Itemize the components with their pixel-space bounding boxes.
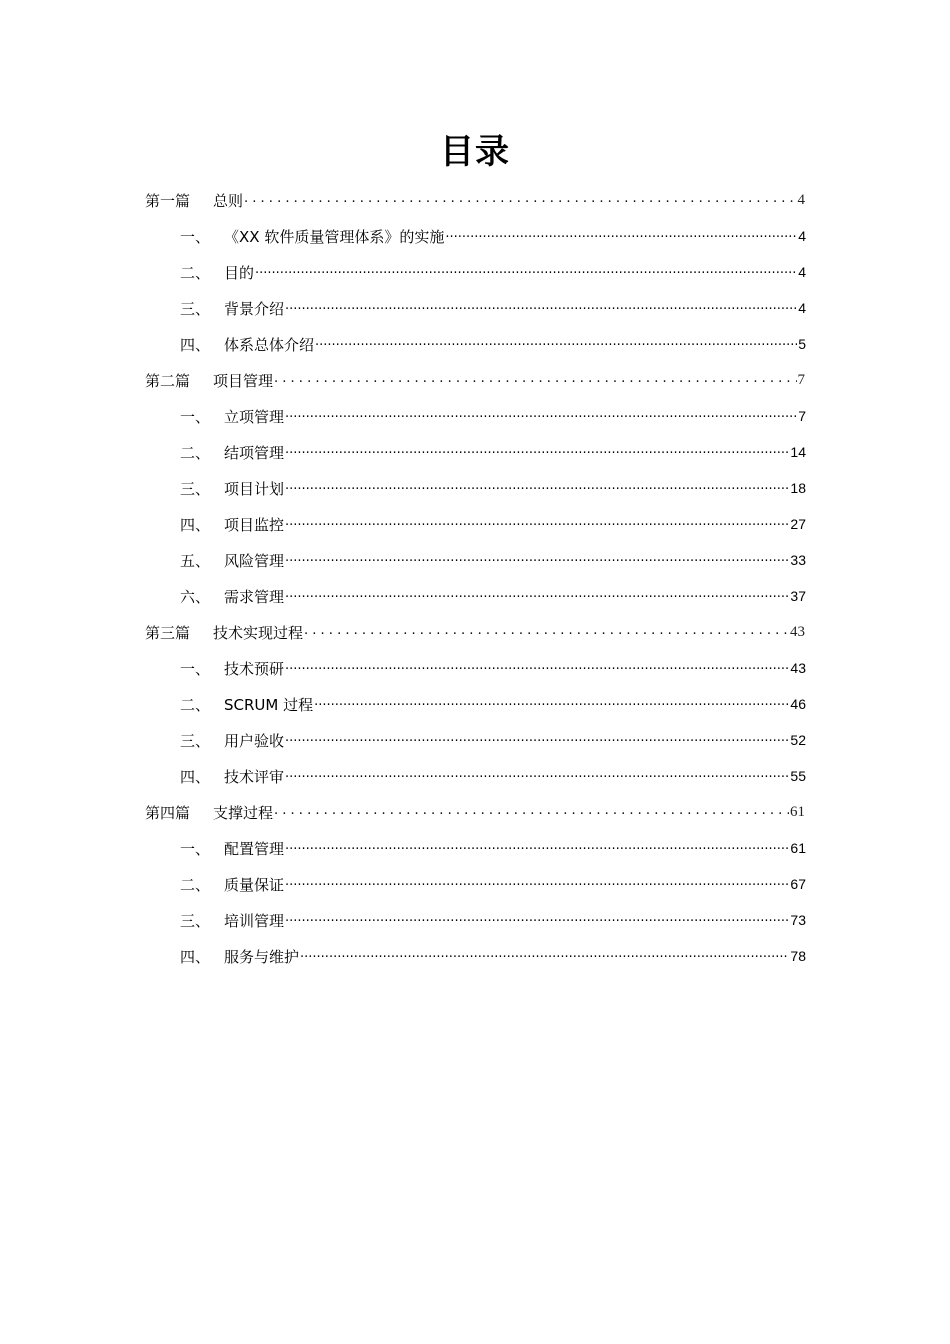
toc-entry-label: 项目管理 xyxy=(213,371,274,390)
toc-dot-leader xyxy=(300,938,789,974)
toc-dot-leader xyxy=(285,506,789,542)
toc-page-number: 43 xyxy=(790,623,805,640)
toc-entry-number: 二、 xyxy=(180,263,211,282)
toc-page-number: 55 xyxy=(790,768,806,784)
toc-entry-label: 技术实现过程 xyxy=(213,623,304,642)
toc-entry-number: 三、 xyxy=(180,479,211,498)
toc-dot-leader xyxy=(315,326,797,362)
toc-entry-number: 四、 xyxy=(180,335,211,354)
toc-page-number: 33 xyxy=(790,552,806,568)
toc-page-number: 27 xyxy=(790,516,806,532)
toc-entry-number: 四、 xyxy=(180,947,211,966)
toc-page-number: 4 xyxy=(798,228,806,244)
toc-page-number: 7 xyxy=(798,408,806,424)
toc-section-entry[interactable] xyxy=(180,902,806,938)
toc-entry-label: 用户验收 xyxy=(224,731,285,750)
toc-section-entry[interactable] xyxy=(180,218,806,254)
toc-entry-label: 体系总体介绍 xyxy=(224,335,315,354)
toc-page-number: 7 xyxy=(797,371,805,388)
toc-entry-number: 三、 xyxy=(180,299,211,318)
toc-page-number: 73 xyxy=(790,912,806,928)
toc-page-number: 37 xyxy=(790,588,806,604)
toc-entry-label: 服务与维护 xyxy=(224,947,300,966)
toc-entry-number: 三、 xyxy=(180,911,211,930)
toc-entry-label: 培训管理 xyxy=(224,911,285,930)
toc-section-entry[interactable] xyxy=(180,758,806,794)
toc-section-entry[interactable] xyxy=(180,830,806,866)
toc-entry-label: 需求管理 xyxy=(224,587,285,606)
toc-dot-leader xyxy=(285,434,789,470)
toc-dot-leader xyxy=(285,830,789,866)
toc-entry-number: 五、 xyxy=(180,551,211,570)
toc-page-number: 52 xyxy=(790,732,806,748)
toc-entry-label: 结项管理 xyxy=(224,443,285,462)
toc-section-entry[interactable] xyxy=(180,722,806,758)
toc-entry-label: 背景介绍 xyxy=(224,299,285,318)
toc-section-entry[interactable] xyxy=(180,470,806,506)
toc-part-entry[interactable] xyxy=(145,614,805,650)
toc-page-number: 43 xyxy=(790,660,806,676)
toc-part-entry[interactable] xyxy=(145,362,805,398)
toc-entry-number: 二、 xyxy=(180,695,211,714)
toc-entry-number: 一、 xyxy=(180,839,211,858)
toc-dot-leader xyxy=(285,290,797,326)
toc-entry-label: 质量保证 xyxy=(224,875,285,894)
toc-entry-number: 一、 xyxy=(180,659,211,678)
toc-page-number: 67 xyxy=(790,876,806,892)
toc-entry-number: 一、 xyxy=(180,227,211,246)
toc-entry-label: 总则 xyxy=(213,191,244,210)
toc-dot-leader xyxy=(314,686,789,722)
toc-section-entry[interactable] xyxy=(180,434,806,470)
toc-section-entry[interactable] xyxy=(180,326,806,362)
toc-page-number: 14 xyxy=(790,444,806,460)
toc-entry-number: 六、 xyxy=(180,587,211,606)
toc-entry-label: 技术预研 xyxy=(224,659,285,678)
toc-dot-leader xyxy=(285,866,789,902)
toc-dot-leader xyxy=(445,218,797,254)
toc-page-number: 61 xyxy=(790,803,805,820)
toc-dot-leader xyxy=(285,542,789,578)
toc-entry-label: 风险管理 xyxy=(224,551,285,570)
toc-page-number: 78 xyxy=(790,948,806,964)
toc-page-number: 4 xyxy=(798,300,806,316)
toc-entry-label: 目的 xyxy=(224,263,255,282)
toc-entry-label: 《XX 软件质量管理体系》的实施 xyxy=(224,227,445,246)
toc-entry-label: 技术评审 xyxy=(224,767,285,786)
toc-page-number: 46 xyxy=(790,696,806,712)
toc-dot-leader xyxy=(274,794,789,830)
toc-entry-label: 立项管理 xyxy=(224,407,285,426)
toc-entry-number: 一、 xyxy=(180,407,211,426)
toc-section-entry[interactable] xyxy=(180,686,806,722)
toc-dot-leader xyxy=(285,650,789,686)
toc-entry-label: 项目监控 xyxy=(224,515,285,534)
toc-dot-leader xyxy=(285,470,789,506)
toc-entry-number: 四、 xyxy=(180,767,211,786)
toc-entry-number: 第一篇 xyxy=(145,191,191,210)
toc-section-entry[interactable] xyxy=(180,650,806,686)
toc-entry-label: 支撑过程 xyxy=(213,803,274,822)
toc-section-entry[interactable] xyxy=(180,578,806,614)
toc-entry-number: 三、 xyxy=(180,731,211,750)
toc-section-entry[interactable] xyxy=(180,542,806,578)
toc-entry-label: 配置管理 xyxy=(224,839,285,858)
toc-page-number: 18 xyxy=(790,480,806,496)
toc-dot-leader xyxy=(285,398,797,434)
toc-dot-leader xyxy=(304,614,789,650)
toc-entry-label: 项目计划 xyxy=(224,479,285,498)
toc-section-entry[interactable] xyxy=(180,398,806,434)
toc-page-number: 61 xyxy=(790,840,806,856)
page-title: 目录 xyxy=(440,132,510,172)
toc-entry-number: 第四篇 xyxy=(145,803,191,822)
toc-section-entry[interactable] xyxy=(180,506,806,542)
toc-dot-leader xyxy=(285,722,789,758)
toc-page-number: 4 xyxy=(797,191,805,208)
toc-entry-label: SCRUM 过程 xyxy=(224,695,314,714)
toc-dot-leader xyxy=(255,254,797,290)
toc-section-entry[interactable] xyxy=(180,938,806,974)
toc-entry-number: 第三篇 xyxy=(145,623,191,642)
toc-dot-leader xyxy=(285,902,789,938)
toc-dot-leader xyxy=(285,578,789,614)
toc-page-number: 5 xyxy=(798,336,806,352)
toc-section-entry[interactable] xyxy=(180,254,806,290)
toc-section-entry[interactable] xyxy=(180,290,806,326)
toc-part-entry[interactable] xyxy=(145,182,805,218)
toc-part-entry[interactable] xyxy=(145,794,805,830)
toc-section-entry[interactable] xyxy=(180,866,806,902)
toc-entry-number: 第二篇 xyxy=(145,371,191,390)
toc-page-number: 4 xyxy=(798,264,806,280)
toc-dot-leader xyxy=(244,182,796,218)
toc-dot-leader xyxy=(274,362,796,398)
toc-entry-number: 四、 xyxy=(180,515,211,534)
toc-entry-number: 二、 xyxy=(180,875,211,894)
toc-entry-number: 二、 xyxy=(180,443,211,462)
toc-dot-leader xyxy=(285,758,789,794)
